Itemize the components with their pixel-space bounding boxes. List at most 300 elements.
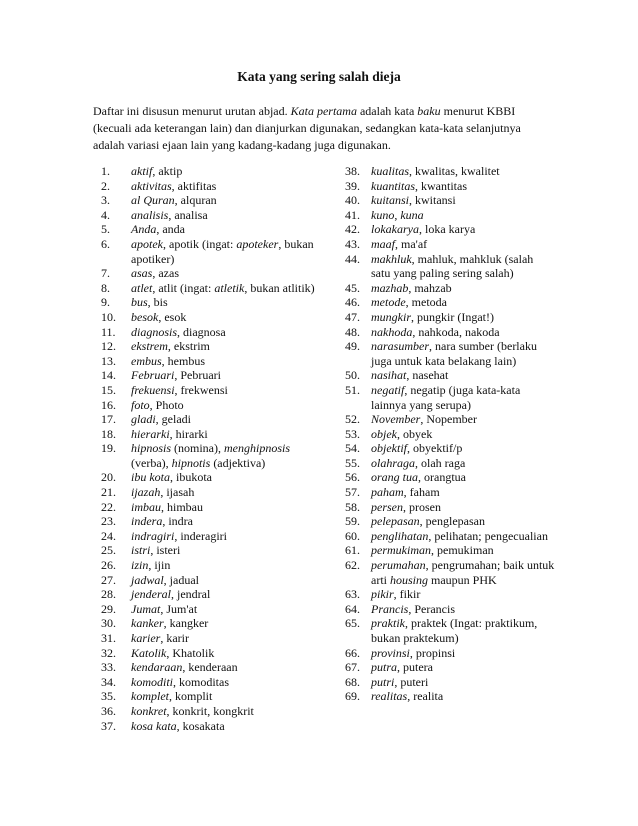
item-number: 35. bbox=[101, 689, 116, 704]
item-number: 8. bbox=[101, 280, 110, 295]
list-item bbox=[101, 427, 326, 442]
item-number: 15. bbox=[101, 382, 116, 397]
item-text bbox=[131, 500, 326, 515]
variant-text: , esok bbox=[158, 309, 187, 324]
preferred-word: indera bbox=[131, 514, 163, 529]
list-item bbox=[345, 529, 555, 544]
variant-text: , obyek bbox=[397, 426, 433, 441]
item-number: 64. bbox=[345, 601, 360, 616]
preferred-word: narasumber bbox=[371, 339, 430, 354]
item-text bbox=[371, 164, 555, 179]
item-number: 6. bbox=[101, 236, 110, 251]
list-item bbox=[345, 310, 555, 325]
variant-text: , metoda bbox=[405, 295, 447, 310]
variant-text: , bukan atlitik) bbox=[244, 280, 315, 295]
preferred-word: metode bbox=[371, 295, 406, 310]
item-number: 25. bbox=[101, 543, 116, 558]
item-number: 55. bbox=[345, 455, 360, 470]
list-item bbox=[101, 354, 326, 369]
item-number: 29. bbox=[101, 601, 116, 616]
variant-text: , orangtua bbox=[418, 470, 466, 485]
list-item bbox=[345, 441, 555, 456]
list-item bbox=[101, 719, 326, 734]
variant-text: , olah raga bbox=[415, 455, 466, 470]
preferred-word: atletik bbox=[214, 280, 245, 295]
list-item bbox=[101, 383, 326, 398]
item-number: 9. bbox=[101, 295, 110, 310]
item-text bbox=[371, 529, 555, 544]
list-item bbox=[101, 646, 326, 661]
preferred-word: kuitansi bbox=[371, 193, 409, 208]
preferred-word: menghipnosis bbox=[224, 441, 291, 456]
variant-text: , diagnosa bbox=[177, 324, 226, 339]
item-number: 30. bbox=[101, 616, 116, 631]
item-text bbox=[371, 456, 555, 471]
item-number: 10. bbox=[101, 309, 116, 324]
variant-text: , kosakata bbox=[176, 718, 225, 733]
preferred-word: kualitas bbox=[371, 164, 409, 178]
variant-text: , bbox=[394, 207, 401, 222]
variant-text: , Khatolik bbox=[166, 645, 215, 660]
item-number: 31. bbox=[101, 631, 116, 645]
preferred-word: embus bbox=[131, 353, 162, 368]
item-text bbox=[131, 660, 326, 675]
item-text bbox=[371, 675, 555, 690]
preferred-word: provinsi bbox=[371, 645, 410, 660]
variant-text: , realita bbox=[407, 689, 444, 704]
preferred-word: besok bbox=[131, 309, 159, 324]
item-number: 5. bbox=[101, 222, 110, 237]
list-item bbox=[101, 573, 326, 588]
list-item bbox=[101, 470, 326, 485]
item-text bbox=[371, 514, 555, 529]
item-number: 57. bbox=[345, 485, 360, 500]
preferred-word: nasihat bbox=[371, 368, 407, 383]
item-text bbox=[131, 398, 326, 413]
list-item bbox=[101, 164, 326, 179]
preferred-word: lokakarya bbox=[371, 222, 419, 237]
preferred-word: analisis bbox=[131, 207, 169, 222]
list-item bbox=[101, 368, 326, 383]
list-item bbox=[345, 456, 555, 471]
preferred-word: ijazah bbox=[131, 485, 161, 500]
list-item bbox=[345, 179, 555, 194]
variant-text: , Pebruari bbox=[174, 368, 221, 383]
preferred-word: kanker bbox=[131, 616, 164, 631]
item-text bbox=[131, 704, 326, 719]
variant-text: , inderagiri bbox=[174, 528, 227, 543]
variant-text: , mahluk, mahkluk (salah satu yang paling sering salah) bbox=[371, 251, 534, 281]
item-text bbox=[131, 266, 326, 281]
preferred-word: kuno bbox=[371, 207, 395, 222]
item-number: 32. bbox=[101, 645, 116, 660]
list-item bbox=[345, 208, 555, 223]
intro-text-3: menurut KBBI (kecuali ada keterangan lain) dan dianjurkan digunakan, sedangkan kata-kata selanjutnya adalah variasi ejaan lain yang kadang-kadang juga digunakan. bbox=[93, 104, 521, 152]
variant-text: , negatip (juga kata-kata lainnya yang serupa) bbox=[371, 382, 521, 412]
list-item bbox=[345, 543, 555, 558]
preferred-word: pikir bbox=[371, 587, 394, 602]
item-text bbox=[371, 193, 555, 208]
item-text bbox=[371, 500, 555, 515]
item-text bbox=[371, 368, 555, 383]
list-item bbox=[101, 602, 326, 617]
preferred-word: Katolik bbox=[131, 645, 167, 660]
variant-text: , propinsi bbox=[409, 645, 456, 660]
variant-text: (adjektiva) bbox=[210, 455, 266, 470]
list-item bbox=[101, 325, 326, 340]
item-number: 66. bbox=[345, 645, 360, 660]
item-number: 21. bbox=[101, 485, 116, 500]
preferred-word: jenderal bbox=[131, 587, 171, 602]
item-number: 36. bbox=[101, 703, 116, 718]
list-item bbox=[101, 543, 326, 558]
preferred-word: aktif bbox=[131, 164, 153, 178]
variant-text: , hembus bbox=[161, 353, 206, 368]
item-text bbox=[131, 529, 326, 544]
preferred-word: kendaraan bbox=[131, 660, 183, 675]
item-number: 61. bbox=[345, 543, 360, 558]
item-text bbox=[131, 514, 326, 529]
list-item bbox=[101, 675, 326, 690]
list-item bbox=[101, 500, 326, 515]
list-item bbox=[345, 616, 555, 645]
preferred-word: kosa kata bbox=[131, 718, 177, 733]
item-number: 20. bbox=[101, 470, 116, 485]
item-text bbox=[371, 237, 555, 252]
preferred-word: hipnosis bbox=[131, 441, 172, 456]
item-text bbox=[131, 383, 326, 398]
preferred-word: komoditi bbox=[131, 674, 173, 689]
variant-text: , jendral bbox=[171, 587, 211, 602]
item-number: 63. bbox=[345, 587, 360, 602]
variant-text: , Photo bbox=[149, 397, 184, 412]
item-text bbox=[131, 441, 326, 470]
list-item bbox=[345, 368, 555, 383]
intro-italic-2: baku bbox=[417, 104, 441, 118]
variant-text: , ma'af bbox=[395, 236, 428, 251]
preferred-word: istri bbox=[131, 543, 151, 558]
item-number: 56. bbox=[345, 470, 360, 485]
item-number: 37. bbox=[101, 718, 116, 733]
item-text bbox=[131, 602, 326, 617]
preferred-word: izin bbox=[131, 558, 149, 573]
item-number: 19. bbox=[101, 441, 116, 456]
variant-text: , bukan apotiker) bbox=[131, 236, 314, 266]
list-item bbox=[101, 179, 326, 194]
preferred-word: paham bbox=[371, 485, 404, 500]
variant-text: , ibukota bbox=[170, 470, 212, 485]
item-text bbox=[371, 310, 555, 325]
item-text bbox=[131, 719, 326, 734]
item-number: 54. bbox=[345, 441, 360, 456]
list-item bbox=[101, 222, 326, 237]
item-text bbox=[131, 689, 326, 704]
variant-text: , hirarki bbox=[169, 426, 208, 441]
item-number: 16. bbox=[101, 397, 116, 412]
preferred-word: olahraga bbox=[371, 455, 416, 470]
preferred-word: apoteker bbox=[236, 236, 279, 251]
item-number: 22. bbox=[101, 499, 116, 514]
item-number: 50. bbox=[345, 368, 360, 383]
preferred-word: pelepasan bbox=[371, 514, 420, 529]
variant-text: , alquran bbox=[174, 193, 217, 208]
list-item bbox=[101, 208, 326, 223]
item-number: 59. bbox=[345, 514, 360, 529]
item-text bbox=[131, 179, 326, 194]
item-number: 1. bbox=[101, 164, 110, 178]
item-text bbox=[371, 222, 555, 237]
item-text bbox=[131, 325, 326, 340]
item-text bbox=[131, 543, 326, 558]
item-text bbox=[131, 354, 326, 369]
item-number: 18. bbox=[101, 426, 116, 441]
list-item bbox=[345, 325, 555, 340]
item-number: 46. bbox=[345, 295, 360, 310]
variant-text: , frekwensi bbox=[174, 382, 228, 397]
list-item bbox=[345, 514, 555, 529]
preferred-word: aktivitas bbox=[131, 178, 172, 193]
item-number: 53. bbox=[345, 426, 360, 441]
item-text bbox=[371, 616, 555, 645]
preferred-word: jadwal bbox=[131, 572, 164, 587]
item-number: 38. bbox=[345, 164, 360, 178]
preferred-word: apotek bbox=[131, 236, 163, 251]
item-number: 43. bbox=[345, 236, 360, 251]
variant-text: , kwitansi bbox=[409, 193, 456, 208]
preferred-word: Anda bbox=[131, 222, 157, 237]
list-item bbox=[101, 237, 326, 266]
item-number: 14. bbox=[101, 368, 116, 383]
list-item bbox=[101, 660, 326, 675]
preferred-word: Jumat bbox=[131, 601, 161, 616]
item-text bbox=[131, 310, 326, 325]
preferred-word: mazhab bbox=[371, 280, 409, 295]
variant-text: , kwantitas bbox=[415, 178, 467, 193]
item-text bbox=[371, 470, 555, 485]
variant-text: , Nopember bbox=[420, 412, 477, 427]
item-text bbox=[131, 339, 326, 354]
item-text bbox=[131, 587, 326, 602]
variant-text: , geladi bbox=[155, 412, 191, 427]
variant-text: , analisa bbox=[168, 207, 208, 222]
list-item bbox=[101, 193, 326, 208]
item-number: 65. bbox=[345, 616, 360, 631]
list-item bbox=[345, 164, 555, 179]
preferred-word: komplet bbox=[131, 689, 169, 704]
list-item bbox=[101, 514, 326, 529]
list-item bbox=[345, 427, 555, 442]
list-item bbox=[345, 500, 555, 515]
list-item bbox=[345, 193, 555, 208]
variant-text: , jadual bbox=[163, 572, 199, 587]
item-number: 7. bbox=[101, 266, 110, 281]
variant-text: , pungkir (Ingat!) bbox=[411, 309, 494, 324]
item-number: 34. bbox=[101, 674, 116, 689]
item-text bbox=[371, 295, 555, 310]
variant-text: , karir bbox=[160, 631, 189, 645]
item-number: 13. bbox=[101, 353, 116, 368]
preferred-word: putri bbox=[371, 674, 395, 689]
variant-text: , ijin bbox=[148, 558, 171, 573]
preferred-word: orang tua bbox=[371, 470, 419, 485]
preferred-word: housing bbox=[390, 572, 429, 587]
intro-text-1: Daftar ini disusun menurut urutan abjad. bbox=[93, 104, 291, 118]
list-item bbox=[101, 281, 326, 296]
variant-text: , apotik (ingat: bbox=[163, 236, 237, 251]
variant-text: , puteri bbox=[394, 674, 429, 689]
list-item bbox=[345, 675, 555, 690]
item-text bbox=[371, 602, 555, 617]
variant-text: , mahzab bbox=[408, 280, 452, 295]
item-text bbox=[131, 646, 326, 661]
item-number: 28. bbox=[101, 587, 116, 602]
preferred-word: maaf bbox=[371, 236, 395, 251]
item-number: 62. bbox=[345, 558, 360, 573]
preferred-word: kuna bbox=[400, 207, 424, 222]
preferred-word: karier bbox=[131, 631, 161, 645]
variant-text: , nasehat bbox=[406, 368, 449, 383]
list-item bbox=[101, 529, 326, 544]
item-text bbox=[371, 660, 555, 675]
list-item bbox=[345, 237, 555, 252]
item-number: 47. bbox=[345, 309, 360, 324]
preferred-word: Februari bbox=[131, 368, 175, 383]
variant-text: , bis bbox=[147, 295, 168, 310]
item-number: 17. bbox=[101, 412, 116, 427]
item-text bbox=[371, 412, 555, 427]
preferred-word: praktik bbox=[371, 616, 405, 631]
item-number: 24. bbox=[101, 528, 116, 543]
item-number: 42. bbox=[345, 222, 360, 237]
variant-text: , himbau bbox=[161, 499, 203, 514]
list-item bbox=[345, 295, 555, 310]
variant-text: , indra bbox=[162, 514, 193, 529]
list-item bbox=[101, 689, 326, 704]
item-number: 23. bbox=[101, 514, 116, 529]
item-number: 40. bbox=[345, 193, 360, 208]
item-text bbox=[371, 558, 555, 587]
preferred-word: frekuensi bbox=[131, 382, 175, 397]
preferred-word: November bbox=[371, 412, 421, 427]
item-text bbox=[371, 646, 555, 661]
list-item bbox=[345, 252, 555, 281]
item-number: 67. bbox=[345, 660, 360, 675]
item-text bbox=[131, 368, 326, 383]
variant-text: (verba), bbox=[131, 455, 172, 470]
variant-text: , pemukiman bbox=[431, 543, 494, 558]
list-item bbox=[345, 281, 555, 296]
variant-text: , kwalitas, kwalitet bbox=[409, 164, 500, 178]
item-text bbox=[131, 573, 326, 588]
list-item bbox=[345, 587, 555, 602]
variant-text: , pengrumahan; baik untuk arti bbox=[371, 558, 555, 587]
list-item bbox=[101, 412, 326, 427]
item-text bbox=[131, 412, 326, 427]
item-number: 3. bbox=[101, 193, 110, 208]
item-text bbox=[371, 179, 555, 194]
variant-text: , kangker bbox=[163, 616, 209, 631]
item-text bbox=[131, 208, 326, 223]
preferred-word: atlet bbox=[131, 280, 153, 295]
item-text bbox=[131, 281, 326, 296]
preferred-word: imbau bbox=[131, 499, 161, 514]
preferred-word: gladi bbox=[131, 412, 156, 427]
page-title: Kata yang sering salah dieja bbox=[237, 69, 401, 84]
preferred-word: perumahan bbox=[371, 558, 426, 573]
intro-paragraph bbox=[93, 103, 548, 154]
variant-text: , atlit (ingat: bbox=[152, 280, 215, 295]
item-text bbox=[131, 193, 326, 208]
item-text bbox=[131, 237, 326, 266]
list-item bbox=[345, 383, 555, 412]
list-item bbox=[101, 339, 326, 354]
item-text bbox=[131, 427, 326, 442]
item-text bbox=[371, 383, 555, 412]
preferred-word: putra bbox=[371, 660, 398, 675]
item-number: 49. bbox=[345, 339, 360, 354]
item-number: 33. bbox=[101, 660, 116, 675]
preferred-word: penglihatan bbox=[371, 528, 429, 543]
item-number: 69. bbox=[345, 689, 360, 704]
item-number: 51. bbox=[345, 382, 360, 397]
list-item bbox=[101, 310, 326, 325]
item-number: 48. bbox=[345, 324, 360, 339]
variant-text: , loka karya bbox=[418, 222, 476, 237]
item-text bbox=[371, 208, 555, 223]
list-item bbox=[345, 222, 555, 237]
variant-text: , aktip bbox=[152, 164, 183, 178]
variant-text: , faham bbox=[403, 485, 440, 500]
list-item bbox=[101, 704, 326, 719]
list-item bbox=[345, 339, 555, 368]
variant-text: , ekstrim bbox=[167, 339, 210, 354]
variant-text: , isteri bbox=[150, 543, 181, 558]
item-text bbox=[371, 325, 555, 340]
variant-text: , nara sumber (berlaku juga untuk kata belakang lain) bbox=[371, 339, 537, 368]
variant-text: , nahkoda, nakoda bbox=[412, 324, 500, 339]
intro-text-2: adalah kata bbox=[356, 104, 418, 118]
variant-text: , komplit bbox=[169, 689, 213, 704]
list-item bbox=[345, 602, 555, 617]
preferred-word: hierarki bbox=[131, 426, 170, 441]
preferred-word: diagnosis bbox=[131, 324, 178, 339]
variant-text: , Jum'at bbox=[160, 601, 198, 616]
list-item bbox=[101, 266, 326, 281]
item-text bbox=[371, 485, 555, 500]
variant-text: , ijasah bbox=[160, 485, 195, 500]
list-item bbox=[101, 441, 326, 470]
preferred-word: foto bbox=[131, 397, 150, 412]
list-item bbox=[345, 646, 555, 661]
preferred-word: kuantitas bbox=[371, 178, 415, 193]
item-number: 39. bbox=[345, 178, 360, 193]
preferred-word: objektif bbox=[371, 441, 407, 456]
list-item bbox=[345, 558, 555, 587]
item-number: 45. bbox=[345, 280, 360, 295]
variant-text: maupun PHK bbox=[428, 572, 497, 587]
item-number: 60. bbox=[345, 528, 360, 543]
list-item bbox=[101, 631, 326, 646]
item-text bbox=[371, 281, 555, 296]
variant-text: , azas bbox=[152, 266, 179, 281]
item-text bbox=[131, 222, 326, 237]
variant-text: , komoditas bbox=[173, 674, 229, 689]
variant-text: (nomina), bbox=[171, 441, 225, 456]
variant-text: , penglepasan bbox=[419, 514, 485, 529]
list-item bbox=[101, 616, 326, 631]
variant-text: , pelihatan; pengecualian bbox=[428, 528, 548, 543]
variant-text: , praktek (Ingat: praktikum, bukan praktekum) bbox=[371, 616, 538, 645]
